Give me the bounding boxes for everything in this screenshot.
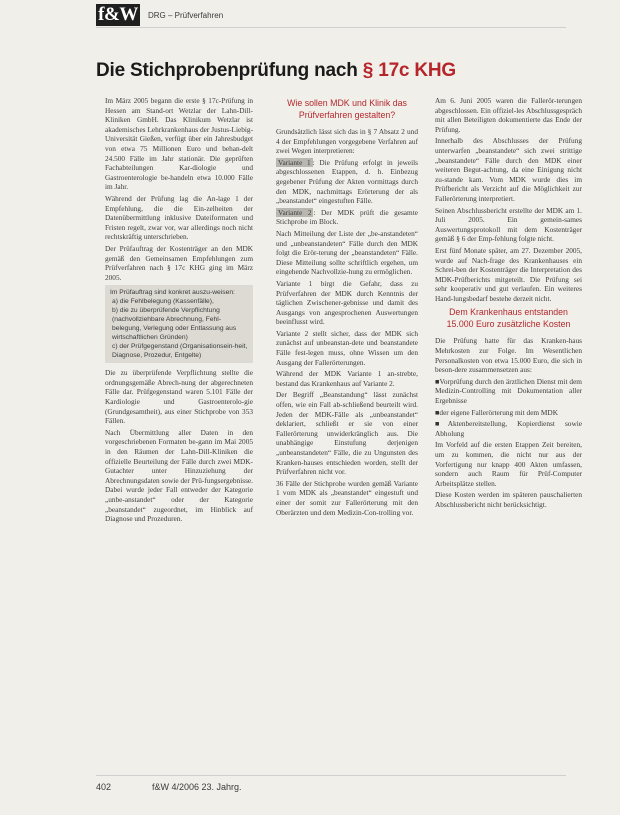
info-box-item: a) die Fehlbelegung (Kassenfälle),	[112, 298, 214, 306]
column-2	[276, 96, 418, 519]
header-rule	[96, 27, 566, 28]
paragraph: Während der MDK Variante 1 an-strebte, bestand das Krankenhaus auf Variante 2.	[276, 369, 418, 388]
paragraph: Der Prüfauftrag der Kostenträger an den MDK gemäß den Gemeinsamen Empfehlungen zum Prüfverfahren nach § 17c KHG ging im März 2005.	[105, 243, 253, 282]
title-highlight: § 17c KHG	[362, 60, 456, 81]
info-box	[105, 285, 253, 363]
bullet-item: ■ Aktenbereitstellung, Kopierdienst sowie Abholung	[435, 419, 582, 438]
footer-rule	[96, 775, 566, 776]
variant-1-label: Variante 1	[278, 157, 311, 167]
pull-quote: Dem Krankenhaus entstanden 15.000 Euro zusätzliche Kosten	[446, 307, 571, 329]
variant-2-label: Variante 2	[278, 207, 312, 217]
paragraph: 36 Fälle der Stichprobe wurden gemäß Variante 1 vom MDK als „beanstandet“ eingestuft und einer der somit zur Fallerörterung mit den Oberärzten und dem Medizin-Con-trolling vor.	[276, 478, 418, 517]
column-1	[105, 96, 253, 526]
paragraph: Innerhalb des Abschlusses der Prüfung unterwarfen „beanstandete“ sich zwei strittige „beanstandete“ Fälle durch den MDK einer weiteren Begut-achtung, da eine Einigung nicht zu-stande kam. Vom MDK wurde dies im Prüfbericht als Verzicht auf die Möglichkeit zur Fallerörterung interpretiert.	[435, 136, 582, 203]
variant-1-paragraph	[276, 158, 418, 206]
paragraph: Im März 2005 begann die erste § 17c-Prüfung in Hessen am Stand-ort Wetzlar der Lahn-Dill-Kliniken GmbH. Das Klinikum Wetzlar ist akademisches Lehrkrankenhaus der Justus-Liebig-Universität Gießen, verfügt über ein Jahresbudget von etwa 75 Millionen Euro und behan-delt 24.500 Fälle im Jahr stationär. Die geprüften Fachabteilungen Kar-diologie und Gastroenterologie be-handeln etwa 10.000 Fälle im Jahr.	[105, 96, 253, 192]
info-box-item: b) die zu überprüfende Verpflichtung (nachvollziehbare Abrechnung, Fehl-belegung, Verlegung oder Entlassung aus wirtschaftlichen Gründen)	[112, 307, 237, 342]
info-box-intro: Im Prüfauftrag sind konkret auszu-weisen:	[110, 289, 235, 297]
paragraph: Variante 1 birgt die Gefahr, dass zu Prüfverfahren der MDK durch Kenntnis der täglichen Zwischener-gebnisse und damit des Ausgangs von angesprochenen Auswertungen beeinflusst wird.	[276, 278, 418, 327]
info-box-item: c) der Prüfgegenstand (Organisationsein-heit, Diagnose, Prozedur, Entgelte)	[112, 343, 248, 360]
section-heading: DRG – Prüfverfahren	[148, 11, 224, 20]
paragraph: Grundsätzlich lässt sich das in § 7 Absatz 2 und 4 der Empfehlungen vorgegebene Verfahren auf zwei Wegen interpretieren:	[276, 127, 418, 156]
journal-issue: f&W 4/2006 23. Jahrg.	[152, 782, 242, 792]
title-main: Die Stichprobenprüfung nach	[96, 60, 363, 81]
variant-2-paragraph	[276, 208, 418, 227]
paragraph: Die zu überprüfende Verpflichtung stellte die ordnungsgemäße Abrech-nung der abgerechneten Fälle dar. Prüfgegenstand waren 5.101 Fälle der Kardiologie und Gastroenterolo-gie (Grundgesamtheit), aus einer Stichprobe von 353 Fällen.	[105, 368, 253, 426]
paragraph: Nach Mitteilung der Liste der „be-anstandeten“ und „unbeanstandeten“ Fälle durch den MDK folgt die Erör-terung der „beanstandeten“ Fälle. Diese Mitteilung sollte schriftlich ergehen, um eingehende Nachvollzie-hung zu ermöglichen.	[276, 228, 418, 277]
paragraph: Nach Übermittlung aller Daten in den vorgeschriebenen Formaten be-gann im Mai 2005 in den Räumen der Lahn-Dill-Kliniken die offizielle Beurteilung der Fälle durch zwei MDK-Gutachter unter Hinzuziehung der Abrechnungsdaten sowie der Prü-fungsergebnisse. Dabei wurde jeder Fall entweder der Kategorie „unbe-anstandet“ oder der Kategorie „beanstandet“ zugeordnet, im Hinblick auf Diagnose und Prozeduren.	[105, 427, 253, 524]
pull-quote: Wie sollen MDK und Klinik das Prüfverfahren gestalten?	[287, 98, 407, 120]
bullet-item: ■ Vorprüfung durch den ärztlichen Dienst mit dem Medizin-Controlling mit Dokumentation aller Ergebnisse	[435, 377, 582, 406]
paragraph: Der Begriff „Beanstandung“ lässt zunächst offen, wie ein Fall ab-schließend beurteilt wird. Jeden der MDK-Fälle als „unbeanstandet“ deklariert, schließt er sie von einer Fallerörterung unwiderkränglich aus. Die unabhängige Einstufung derjenigen „unbeanstandeten“ Fälle, die zu Ungunsten des Kranken-hauses entschieden worden, stellt der Prüfverfahren nicht vor.	[276, 390, 418, 477]
paragraph: Während der Prüfung lag die An-lage 1 der Empfehlung, die die Ein-zelheiten der Datenübermittlung inklusive Dateiformaten und Fristen regelt, zwar vor, war allerdings noch nicht rechtskräftig unterschrieben.	[105, 193, 253, 242]
page-number: 402	[96, 782, 112, 792]
paragraph: Seinen Abschlussbericht erstellte der MDK am 1. Juli 2005. Ein gemein-sames Auswertungsprotokoll mit dem Kostenträger gemäß § 6 der Emp-fehlung folgte nicht.	[435, 205, 582, 244]
variant-1-text: : Die Prüfung erfolgt in jeweils abgeschlossenen Etappen, d. h. Einbezug gegebener Prüfung der Akten vormittags durch den MDK, nachmittags Erörterung der als „beanstandet“ eingestuften Fälle.	[276, 157, 418, 206]
paragraph: Am 6. Juni 2005 waren die Fallerör-terungen abgeschlossen. Ein offiziel-les Abschlussgespräch mit allen Beteiligten dokumentierte das Ende der Prüfung.	[435, 96, 582, 134]
article-title	[96, 60, 456, 82]
bullet-item: ■ der eigene Fallerörterung mit dem MDK	[435, 408, 582, 418]
variant-2-text: : Der MDK prüft die gesamte Stichprobe im Block.	[276, 207, 418, 227]
paragraph: Variante 2 stellt sicher, dass der MDK sich zunächst auf unbeanstan-dete und beanstandete Fälle fest-legen muss, ohne Wissen um den Ausgang der Fallerörterungen.	[276, 328, 418, 367]
paragraph: Im Vorfeld auf die ersten Etappen Zeit bereiten, um zu kommen, die nicht nur aus der Vorfertigung nur knapp 400 Akten umfassen, sondern auch Raum für Prüf-Computer Arbeitsplätze stellen.	[435, 440, 582, 488]
column-3	[435, 96, 582, 512]
paragraph: Die Prüfung hatte für das Kranken-haus Mehrkosten zur Folge. Im Wesentlichen Personalkosten von etwa 15.000 Euro, die sich in beson-dere zusammensetzen aus:	[435, 336, 582, 375]
paragraph: Erst fünf Monate später, am 27. Dezember 2005, wurde auf Nach-frage des Krankenhauses ein Schrei-ben der Kostenträger die Interpretation des MDK-Prüfberichts mitgeteilt. Die Prüfung sei sehr kooperativ und gut verlaufen. Ein weiteres Hand-lungsbedarf bestehe derzeit nicht.	[435, 245, 582, 303]
paragraph: Diese Kosten werden im späteren pauschalierten Abschlussbericht nicht berücksichtigt.	[435, 490, 582, 509]
journal-logo: f&W	[96, 4, 140, 26]
